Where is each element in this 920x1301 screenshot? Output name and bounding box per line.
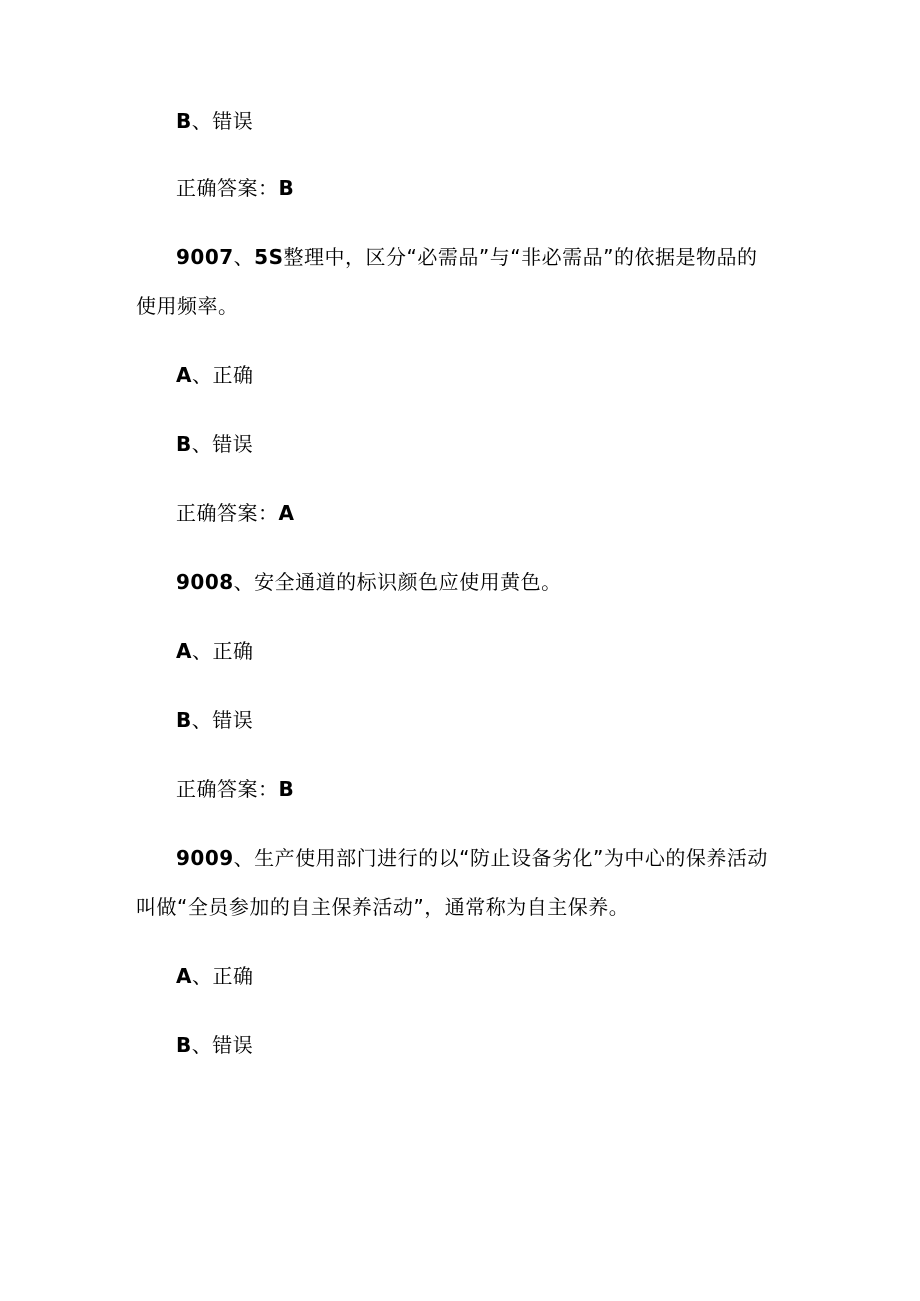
correct-answer <box>176 501 294 525</box>
option-letter: B <box>176 708 192 732</box>
option-text: 正确 <box>212 964 254 988</box>
option-b <box>176 708 253 732</box>
option-letter: B <box>176 1033 192 1057</box>
answer-value: A <box>278 501 295 525</box>
option-letter: B <box>176 432 192 456</box>
option-letter: A <box>176 639 192 663</box>
answer-label: 正确答案： <box>176 777 279 801</box>
correct-answer <box>176 176 294 200</box>
question-text-line2: 叫做“全员参加的自主保养活动”，通常称为自主保养。 <box>136 895 630 919</box>
option-text: 错误 <box>212 1033 254 1057</box>
question-number: 9009 <box>176 846 234 870</box>
option-letter: A <box>176 363 192 387</box>
option-separator: 、 <box>191 639 213 663</box>
question-number: 9007 <box>176 245 234 269</box>
option-text: 错误 <box>212 432 254 456</box>
question-text-line1: 整理中，区分“必需品”与“非必需品”的依据是物品的 <box>283 245 758 269</box>
option-separator: 、 <box>191 964 213 988</box>
question-lead: 5S <box>254 245 284 269</box>
option-separator: 、 <box>191 109 213 133</box>
option-text: 正确 <box>212 363 254 387</box>
option-text: 错误 <box>212 109 254 133</box>
option-separator: 、 <box>191 1033 213 1057</box>
question-separator: 、 <box>233 570 255 594</box>
question-9009 <box>176 846 768 870</box>
question-text-line2: 使用频率。 <box>136 294 239 318</box>
option-text: 正确 <box>212 639 254 663</box>
option-text: 错误 <box>212 708 254 732</box>
question-9007-line2 <box>136 294 239 318</box>
option-b <box>176 109 253 133</box>
question-text-line1: 安全通道的标识颜色应使用黄色。 <box>254 570 562 594</box>
option-letter: A <box>176 964 192 988</box>
option-separator: 、 <box>191 363 213 387</box>
answer-value: B <box>278 777 295 801</box>
question-9007 <box>176 245 757 269</box>
question-separator: 、 <box>233 245 255 269</box>
option-b <box>176 1033 253 1057</box>
option-letter: B <box>176 109 192 133</box>
option-separator: 、 <box>191 708 213 732</box>
question-9008 <box>176 570 562 594</box>
option-b <box>176 432 253 456</box>
answer-value: B <box>278 176 295 200</box>
question-number: 9008 <box>176 570 234 594</box>
question-text-line1: 生产使用部门进行的以“防止设备劣化”为中心的保养活动 <box>254 846 768 870</box>
question-9009-line2 <box>136 895 629 919</box>
option-a <box>176 363 253 387</box>
option-a <box>176 639 253 663</box>
question-separator: 、 <box>233 846 255 870</box>
option-separator: 、 <box>191 432 213 456</box>
option-a <box>176 964 253 988</box>
answer-label: 正确答案： <box>176 501 279 525</box>
answer-label: 正确答案： <box>176 176 279 200</box>
correct-answer <box>176 777 294 801</box>
